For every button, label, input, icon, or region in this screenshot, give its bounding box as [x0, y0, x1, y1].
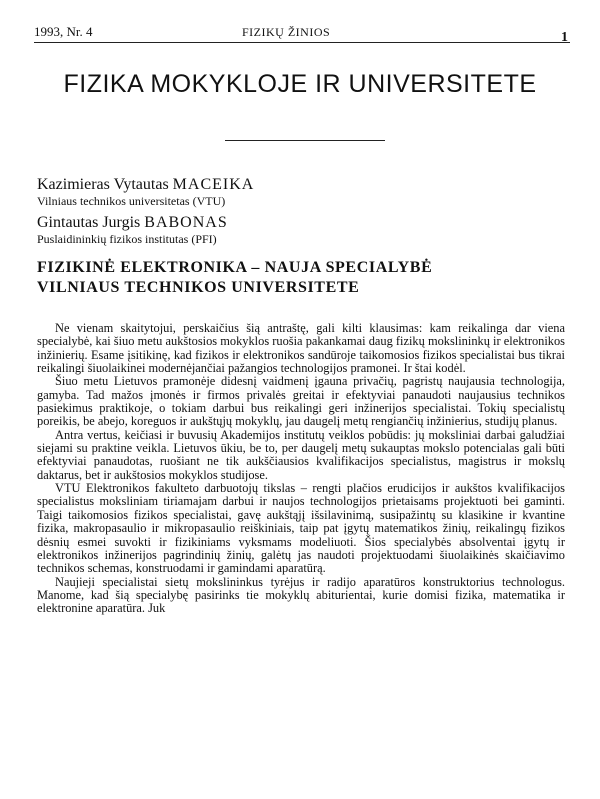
body-paragraph: Šiuo metu Lietuvos pramonėje didesnį vaidmenį įgauna privačių, pagristų naujausia technologija, gamyba. Tad mažos įmonės ir firmos privalės greitai ir efektyviai panaudoti naujausius technikos pasiekimus praktikoje, o tokiam darbui bus reikalingi geri inžinerijos specialistai. Tokių specialistų poreikis, be abejo, koreguos ir aukštųjų mokyklų, jau daugelį metų rengiančių inžinierius, studijų planus.: [37, 374, 565, 429]
author-block: [37, 176, 437, 252]
body-paragraph: Antra vertus, keičiasi ir buvusių Akademijos institutų veiklos pobūdis: jų moksliniai darbai galudžiai siejami su praktine veikla. Lietuvos ūkiu, be to, per daugelį metų sukauptas mokslo potencialas gali būti efektyviai panaudotas, ruošiant ne tik aukščiausios kvalifikacijos specialistus, magistrus ir mokslų daktarus, bet ir aukštosios mokyklos studijose.: [37, 427, 565, 482]
author-given-name: Kazimieras Vytautas: [37, 176, 169, 193]
author-given-name: Gintautas Jurgis: [37, 214, 141, 231]
body-paragraph: VTU Elektronikos fakulteto darbuotojų tikslas – rengti plačios erudicijos ir aukštos kvalifikacijos specialistus moksliniam tiriamajam darbui ir naujos technologijos prietaisams projektuoti bei gaminti. Taigi taikomosios fizikos specialistai, gavę aukštąjį išsilavinimą, susipažintų su klasikine ir kvantine fizika, makropasaulio ir mikropasaulio reiškiniais, taip pat įgytų matematikos žinių, reikalingų fizikos dėsnių esmei suvokti ir fizikiniams vyksmams modeliuoti. Šios specialybės absolventai įgytų ir elektronikos inžinerijos pagrindinių žinių, galėtų jas naudoti projektuodami šiuolaikinės skaičiavimo technikos schemas, konstruodami ir gamindami aparatūrą.: [37, 481, 565, 576]
author-affiliation: Puslaidininkių fizikos institutas (PFI): [37, 232, 217, 246]
article-body: [37, 322, 565, 616]
author-surname: BABONAS: [144, 214, 228, 231]
body-paragraph: Ne vienam skaitytojui, perskaičius šią antraštę, gali kilti klausimas: kam reikalinga dar viena specialybė, kai šiuo metu aukštosios mokyklos ruošia pakankamai daug fizikų mokslininkų ir elektronikos inžinierių. Esame įsitikinę, kad fizikos ir elektronikos sandūroje taikomosios fizikos specialistai bus tikrai reikalingi šiuolaikinei modernėjančiai pažangios technologijos pramonei. Ir štai kodėl.: [37, 321, 565, 376]
author-name: [37, 214, 437, 232]
running-header: [34, 22, 570, 43]
author-name: [37, 176, 437, 194]
title-divider: [225, 140, 385, 141]
article-title: [37, 258, 567, 298]
author-surname: MACEIKA: [172, 176, 255, 193]
author-affiliation: Vilniaus technikos universitetas (VTU): [37, 194, 226, 208]
section-title: FIZIKA MOKYKLOJE IR UNIVERSITETE: [63, 70, 537, 98]
body-paragraph: Naujieji specialistai sietų mokslininkus tyrėjus ir radijo aparatūros konstruktorius technologus. Manome, kad šią specialybę pasirinks tie mokyklų abiturientai, kurie domisi fizika, matematika ir elektronine aparatūra. Juk: [37, 574, 565, 616]
article-title-line: FIZIKINĖ ELEKTRONIKA – NAUJA SPECIALYBĖ: [37, 259, 433, 276]
journal-name: FIZIKŲ ŽINIOS: [242, 25, 331, 39]
article-title-line: VILNIAUS TECHNIKOS UNIVERSITETE: [37, 279, 360, 296]
page-number: 1: [561, 30, 568, 45]
issue-number: 1993, Nr. 4: [34, 24, 93, 39]
